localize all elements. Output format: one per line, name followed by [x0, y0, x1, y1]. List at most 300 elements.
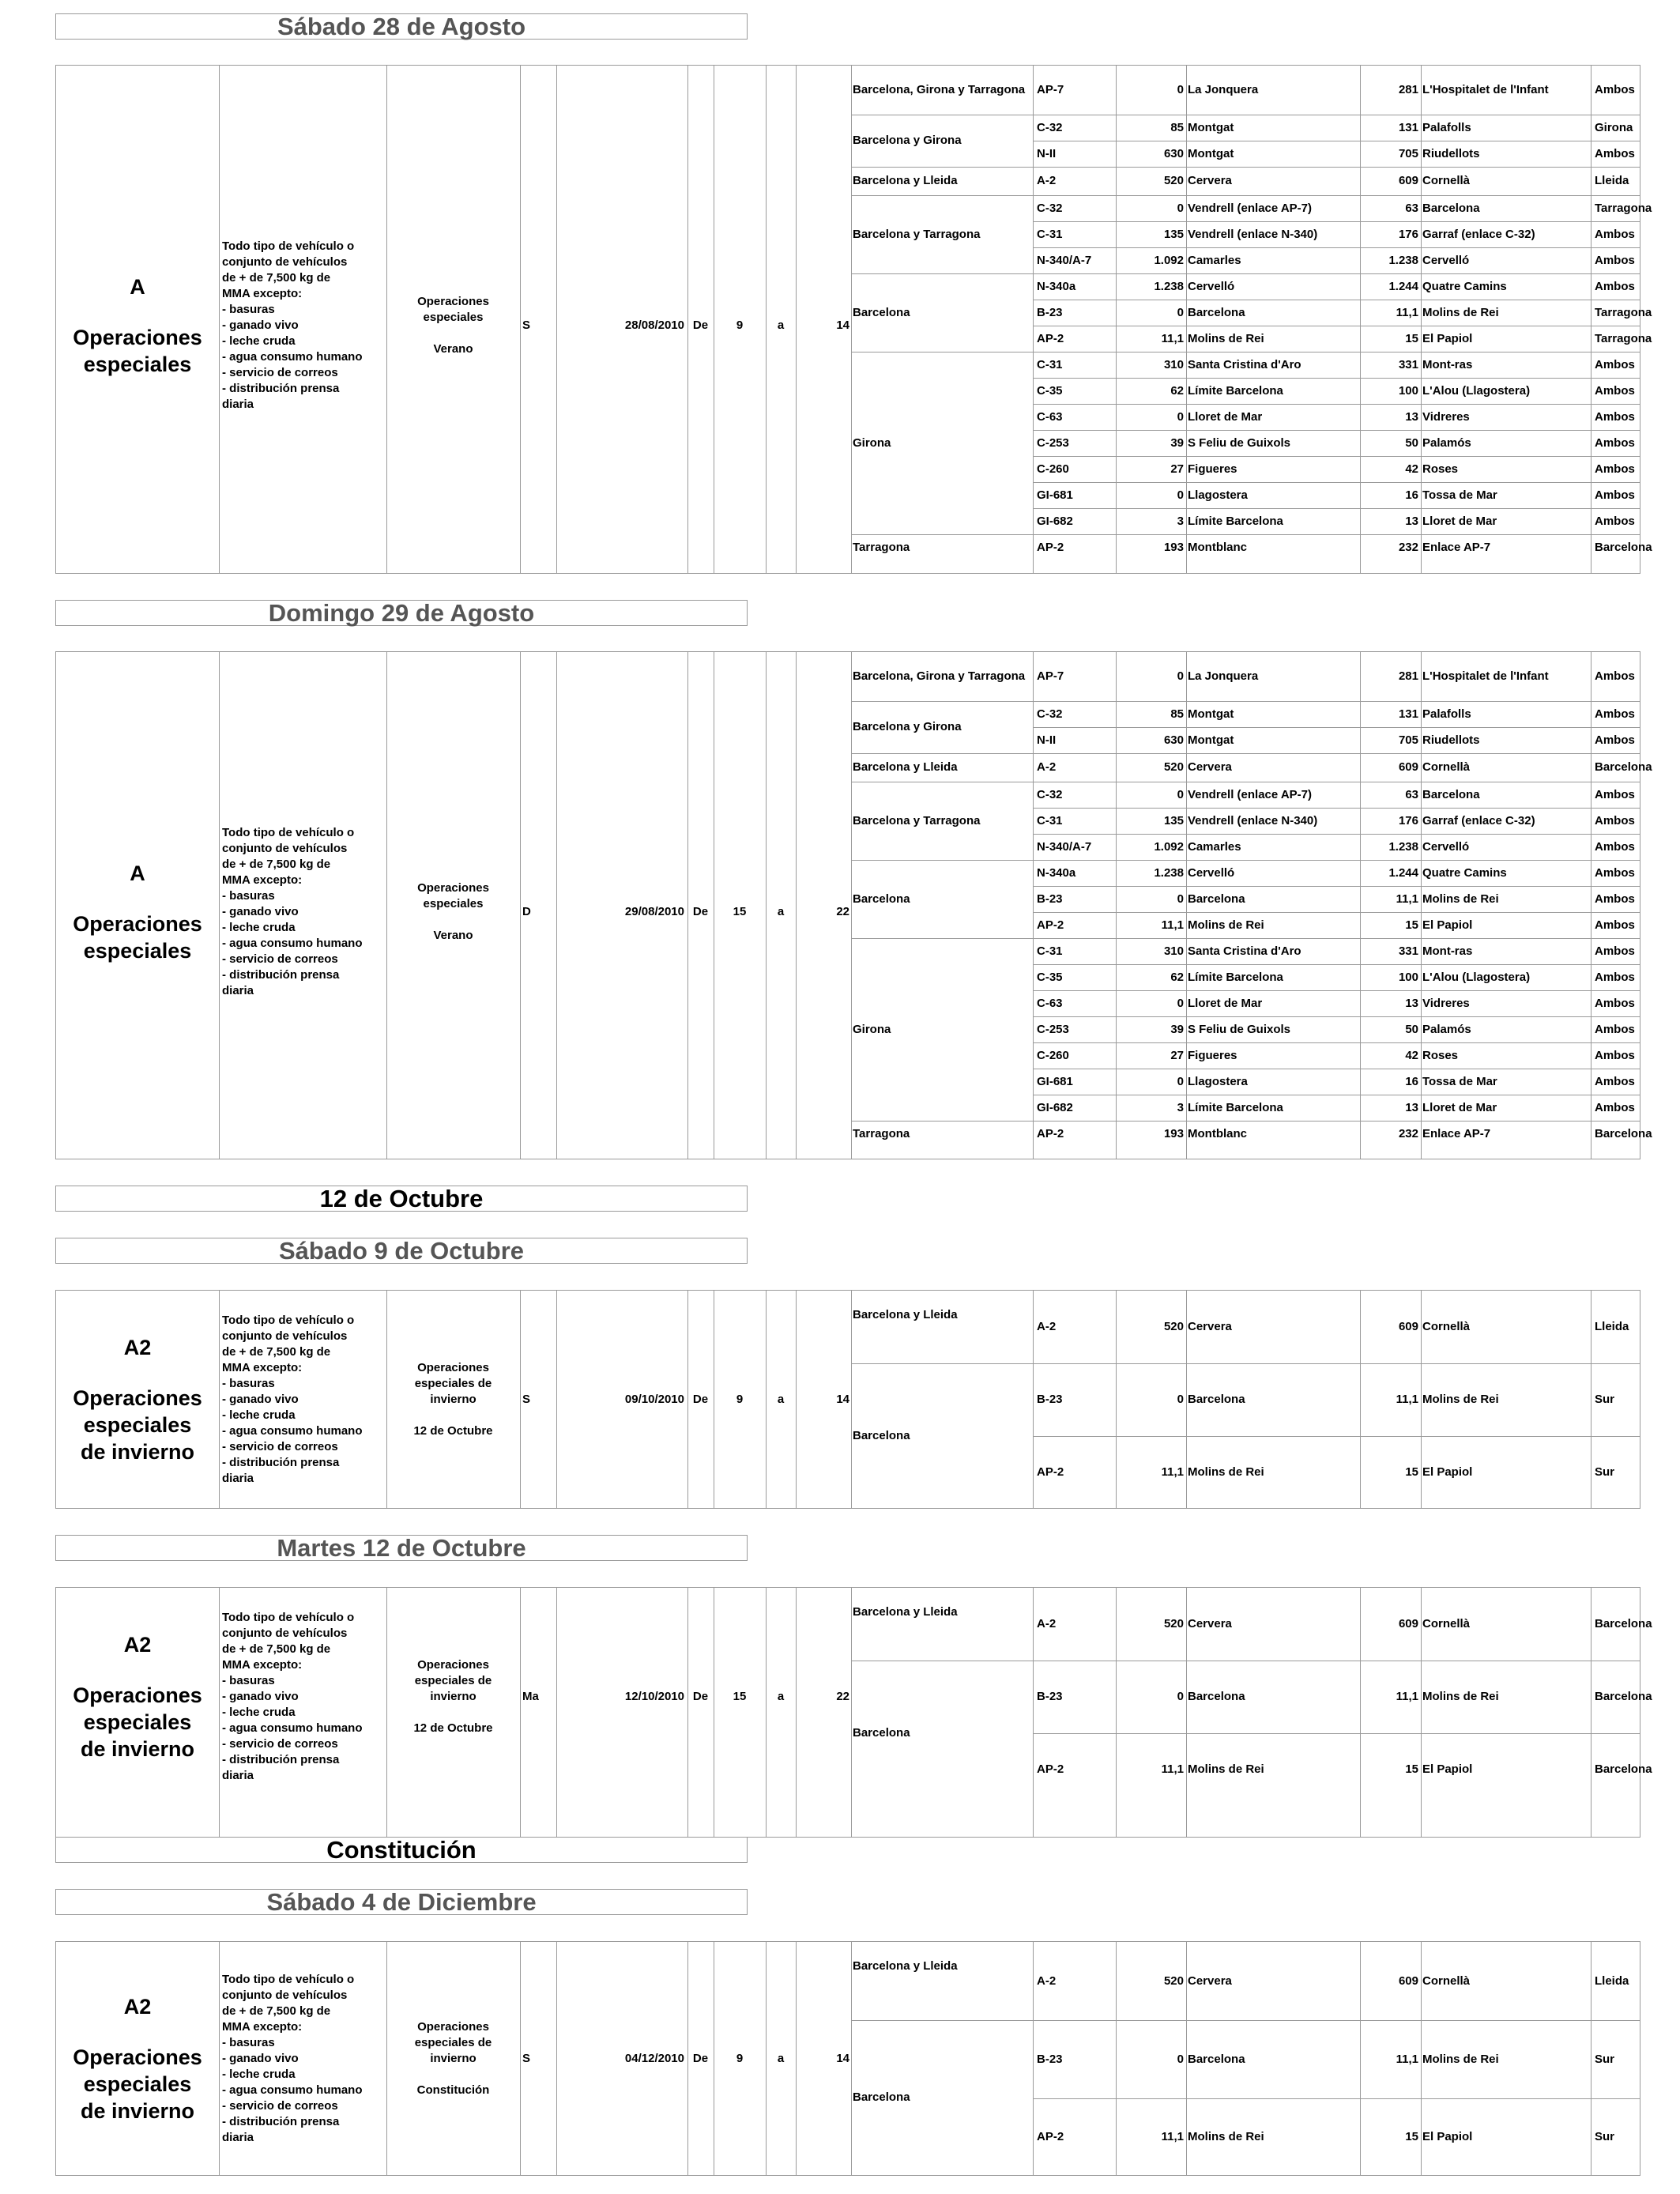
direction: Sur	[1595, 1393, 1615, 1406]
end-km: 609	[1398, 1320, 1418, 1333]
vehicle-description-line: - leche cruda	[222, 1408, 296, 1422]
column-divider	[219, 1291, 220, 1508]
end-km: 100	[1398, 970, 1418, 984]
vehicle-description-line: Todo tipo de vehículo o	[222, 1972, 355, 1986]
province: Barcelona	[853, 892, 910, 906]
start-point: Cervelló	[1188, 865, 1235, 880]
row-divider	[1033, 508, 1640, 509]
operation-name-line: especiales	[83, 2071, 192, 2096]
end-point: Tossa de Mar	[1422, 488, 1497, 502]
direction: Barcelona	[1595, 1762, 1652, 1776]
end-km: 15	[1405, 2129, 1418, 2143]
start-km: 85	[1170, 120, 1184, 134]
road-code: GI-681	[1037, 1074, 1073, 1088]
operation-type-line: 12 de Octubre	[413, 1423, 493, 1438]
end-point: L'Alou (Llagostera)	[1422, 970, 1531, 984]
vehicle-description-line: - basuras	[222, 2035, 275, 2049]
road-code: B-23	[1037, 2052, 1063, 2066]
operation-type-line: especiales	[423, 311, 484, 324]
road-code: C-32	[1037, 707, 1063, 721]
vehicle-description-line: - servicio de correos	[222, 952, 338, 966]
road-code: N-II	[1037, 146, 1057, 160]
to-label: a	[777, 905, 785, 918]
start-km: 0	[1177, 669, 1184, 683]
province: Barcelona y Girona	[853, 720, 962, 733]
direction: Ambos	[1595, 1022, 1635, 1036]
start-km: 0	[1177, 488, 1184, 502]
vehicle-description-line: - basuras	[222, 1376, 275, 1390]
start-point: Santa Cristina d'Aro	[1188, 357, 1301, 371]
start-km: 1.092	[1154, 253, 1184, 267]
start-point: Figueres	[1188, 462, 1237, 476]
end-km: 331	[1398, 357, 1418, 371]
start-km: 11,1	[1161, 2129, 1184, 2143]
operation-type-line: Operaciones	[417, 2019, 489, 2034]
row-divider	[1033, 247, 1640, 248]
start-point: Vendrell (enlace AP-7)	[1188, 201, 1313, 215]
start-hour: 15	[733, 905, 747, 918]
start-point: Barcelona	[1188, 1393, 1245, 1406]
date: 29/08/2010	[624, 905, 684, 918]
vehicle-description-line: de + de 7,500 kg de	[222, 858, 331, 871]
road-code: AP-2	[1037, 1465, 1064, 1479]
vehicle-description-line: diaria	[222, 1471, 254, 1485]
vehicle-description-line: conjunto de vehículos	[222, 1329, 348, 1343]
start-point: Cervera	[1188, 1973, 1232, 1988]
operation-code	[56, 1291, 219, 1508]
start-hour: 9	[736, 2051, 744, 2065]
start-point: Molins de Rei	[1188, 1762, 1264, 1776]
vehicle-description-line: - agua consumo humano	[222, 1721, 363, 1735]
day-code: Ma	[522, 1690, 539, 1703]
operation-code-label: A	[130, 861, 145, 885]
start-km: 39	[1170, 1022, 1184, 1036]
province: Barcelona y Lleida	[853, 1308, 958, 1321]
column-divider	[851, 652, 852, 1159]
end-km: 42	[1405, 462, 1418, 476]
vehicle-description-line: Todo tipo de vehículo o	[222, 826, 355, 839]
start-km: 11,1	[1161, 1762, 1184, 1776]
direction: Ambos	[1595, 279, 1635, 293]
vehicle-description-line: - agua consumo humano	[222, 350, 363, 364]
operation-code-label: A2	[123, 1633, 152, 1657]
vehicle-description-text	[222, 1313, 363, 1487]
start-point: Montgat	[1188, 146, 1234, 160]
road-code: C-253	[1037, 1022, 1069, 1036]
end-point: Garraf (enlace C-32)	[1422, 813, 1535, 827]
start-point: Cervera	[1188, 760, 1232, 774]
direction: Lleida	[1595, 1320, 1629, 1333]
vehicle-description-line: diaria	[222, 2130, 254, 2144]
end-km: 131	[1398, 120, 1418, 134]
end-point: El Papiol	[1422, 331, 1473, 345]
end-point: Garraf (enlace C-32)	[1422, 227, 1535, 241]
vehicle-description-line: conjunto de vehículos	[222, 255, 348, 269]
operation-type-line: Verano	[433, 929, 473, 942]
road-code: AP-2	[1037, 2129, 1064, 2143]
direction: Barcelona	[1595, 1617, 1652, 1630]
vehicle-description-line: MMA excepto:	[222, 1658, 303, 1672]
road-code: B-23	[1037, 892, 1063, 906]
end-km: 63	[1405, 787, 1418, 801]
end-hour: 14	[836, 319, 849, 332]
start-point: S Feliu de Guixols	[1188, 1022, 1291, 1036]
start-point: Montgat	[1188, 733, 1234, 747]
direction: Tarragona	[1595, 305, 1652, 319]
end-point: Enlace AP-7	[1422, 1126, 1491, 1140]
end-point: Enlace AP-7	[1422, 540, 1491, 554]
section-header-sabado-9-octubre: Sábado 9 de Octubre	[55, 1238, 748, 1264]
start-km: 0	[1177, 305, 1184, 319]
province: Barcelona	[853, 1726, 910, 1740]
start-km: 135	[1163, 813, 1184, 827]
end-km: 281	[1398, 83, 1418, 96]
row-divider	[1033, 1042, 1640, 1043]
column-divider	[219, 66, 220, 573]
road-code: AP-7	[1037, 83, 1064, 96]
start-point: Camarles	[1188, 839, 1241, 854]
end-km: 1.238	[1388, 839, 1418, 854]
operation-code	[56, 66, 219, 586]
road-code: A-2	[1037, 1617, 1057, 1630]
start-point: Límite Barcelona	[1188, 970, 1283, 984]
vehicle-description-line: - distribución prensa	[222, 1753, 340, 1766]
date: 09/10/2010	[624, 1392, 684, 1406]
start-km: 520	[1163, 1973, 1184, 1988]
end-km: 15	[1405, 1465, 1418, 1479]
vehicle-description-line: - servicio de correos	[222, 366, 338, 379]
vehicle-description-line: diaria	[222, 398, 254, 411]
operation-type-line: Operaciones	[417, 295, 489, 308]
road-code: AP-2	[1037, 1126, 1064, 1140]
start-point: S Feliu de Guixols	[1188, 435, 1291, 450]
end-km: 13	[1405, 996, 1418, 1010]
row-divider	[1033, 1733, 1640, 1734]
start-km: 310	[1163, 944, 1184, 958]
direction: Girona	[1595, 120, 1633, 134]
operation-type-line: 12 de Octubre	[413, 1721, 493, 1735]
start-point: La Jonquera	[1188, 669, 1259, 683]
end-km: 63	[1405, 201, 1418, 215]
road-code: C-32	[1037, 201, 1063, 215]
vehicle-description-line: de + de 7,500 kg de	[222, 271, 331, 285]
province: Barcelona, Girona y Tarragona	[853, 83, 1026, 96]
vehicle-description-text	[222, 239, 363, 413]
direction: Sur	[1595, 1465, 1615, 1479]
end-km: 50	[1405, 1022, 1418, 1036]
province: Girona	[853, 1022, 891, 1036]
vehicle-description-text	[222, 1610, 363, 1784]
start-km: 0	[1177, 996, 1184, 1010]
vehicle-description-line: - servicio de correos	[222, 2098, 338, 2113]
start-km: 1.092	[1154, 839, 1184, 854]
end-km: 13	[1405, 514, 1418, 528]
direction: Ambos	[1595, 227, 1635, 241]
end-point: Tossa de Mar	[1422, 1074, 1497, 1088]
day-code: S	[522, 1392, 531, 1406]
direction: Ambos	[1595, 514, 1635, 528]
operation-code-label: A2	[123, 1335, 152, 1359]
vehicle-description-line: - agua consumo humano	[222, 2083, 363, 2097]
start-point: Camarles	[1188, 253, 1241, 267]
row-divider	[1033, 456, 1640, 457]
vehicle-description-line: - agua consumo humano	[222, 937, 363, 950]
vehicle-description-line: - leche cruda	[222, 334, 296, 348]
end-km: 15	[1405, 1762, 1418, 1776]
start-point: Montgat	[1188, 120, 1234, 134]
end-point: Quatre Camins	[1422, 279, 1507, 293]
to-label: a	[777, 1690, 785, 1703]
vehicle-description-line: conjunto de vehículos	[222, 842, 348, 855]
vehicle-description-line: - ganado vivo	[222, 2051, 299, 2065]
direction: Lleida	[1595, 1973, 1629, 1988]
road-code: B-23	[1037, 1690, 1063, 1703]
start-km: 193	[1163, 540, 1184, 554]
province: Barcelona y Lleida	[853, 1959, 958, 1973]
end-point: Molins de Rei	[1422, 1393, 1499, 1406]
operation-name-line: especiales	[83, 1412, 192, 1437]
direction: Barcelona	[1595, 1126, 1652, 1140]
date: 04/12/2010	[624, 2051, 684, 2065]
end-km: 42	[1405, 1048, 1418, 1062]
start-point: Montblanc	[1188, 540, 1247, 554]
vehicle-description	[220, 1942, 385, 2175]
start-point: Cervelló	[1188, 279, 1235, 293]
vehicle-description-line: MMA excepto:	[222, 873, 303, 887]
end-km: 50	[1405, 435, 1418, 450]
row-divider	[1033, 2098, 1640, 2099]
road-code: C-32	[1037, 120, 1063, 134]
end-point: Riudellots	[1422, 733, 1480, 747]
start-km: 11,1	[1161, 1465, 1184, 1479]
start-point: Barcelona	[1188, 892, 1245, 906]
direction: Ambos	[1595, 996, 1635, 1010]
end-point: Cornellà	[1422, 1973, 1471, 1988]
end-km: 705	[1398, 733, 1418, 747]
start-point: Barcelona	[1188, 305, 1245, 319]
column-divider	[520, 66, 521, 573]
end-km: 609	[1398, 1973, 1418, 1988]
direction: Ambos	[1595, 146, 1635, 160]
end-point: L'Hospitalet de l'Infant	[1422, 83, 1549, 96]
row-divider	[1033, 404, 1640, 405]
column-divider	[851, 1291, 852, 1508]
direction: Ambos	[1595, 970, 1635, 984]
start-km: 0	[1177, 201, 1184, 215]
end-point: Vidreres	[1422, 996, 1470, 1010]
row-divider	[1033, 886, 1640, 887]
from-label: De	[692, 2051, 709, 2065]
start-km: 0	[1177, 409, 1184, 424]
end-km: 609	[1398, 760, 1418, 774]
operation-type-line: especiales	[423, 897, 484, 910]
road-code: N-340/A-7	[1037, 253, 1092, 267]
vehicle-description-line: - distribución prensa	[222, 2114, 340, 2128]
direction: Ambos	[1595, 813, 1635, 827]
vehicle-description-line: - basuras	[222, 303, 275, 316]
start-point: La Jonquera	[1188, 83, 1259, 96]
column-divider	[520, 1291, 521, 1508]
section-header-12-octubre: 12 de Octubre	[55, 1186, 748, 1212]
end-point: El Papiol	[1422, 918, 1473, 932]
end-km: 11,1	[1396, 892, 1418, 906]
end-point: Barcelona	[1422, 787, 1480, 801]
operation-name-line: Operaciones	[73, 912, 202, 936]
operation-type-line: especiales de	[414, 2035, 492, 2049]
road-code: C-31	[1037, 813, 1063, 827]
vehicle-description-line: MMA excepto:	[222, 2019, 303, 2034]
road-code: A-2	[1037, 760, 1057, 774]
section-header-sabado-4-diciembre: Sábado 4 de Diciembre	[55, 1889, 748, 1915]
road-code: AP-2	[1037, 1762, 1064, 1776]
from-label: De	[692, 905, 709, 918]
from-label: De	[692, 1690, 709, 1703]
direction: Ambos	[1595, 944, 1635, 958]
start-km: 1.238	[1154, 279, 1184, 293]
road-code: N-340a	[1037, 865, 1076, 880]
direction: Ambos	[1595, 918, 1635, 932]
vehicle-description-line: - servicio de correos	[222, 1439, 338, 1453]
province: Barcelona, Girona y Tarragona	[853, 669, 1026, 683]
end-hour: 22	[836, 905, 849, 918]
direction: Ambos	[1595, 707, 1635, 721]
end-km: 16	[1405, 488, 1418, 502]
operation-name-line: de invierno	[80, 1737, 195, 1761]
operation-type-line: especiales de	[414, 1376, 492, 1390]
column-divider	[1033, 1588, 1034, 1837]
end-point: Cornellà	[1422, 1320, 1471, 1333]
start-point: Santa Cristina d'Aro	[1188, 944, 1301, 958]
road-code: AP-7	[1037, 669, 1064, 683]
start-km: 0	[1177, 1393, 1184, 1406]
end-point: Riudellots	[1422, 146, 1480, 160]
end-point: Palafolls	[1422, 707, 1471, 721]
road-code: GI-682	[1037, 514, 1073, 528]
start-km: 85	[1170, 707, 1184, 721]
row-divider	[1033, 834, 1640, 835]
province: Barcelona y Lleida	[853, 1605, 958, 1619]
row-divider	[1033, 912, 1640, 913]
from-label: De	[692, 319, 709, 332]
vehicle-description-line: Todo tipo de vehículo o	[222, 239, 355, 253]
start-km: 630	[1163, 146, 1184, 160]
direction: Ambos	[1595, 383, 1635, 398]
start-point: Cervera	[1188, 1617, 1232, 1630]
row-divider	[1033, 378, 1640, 379]
end-hour: 14	[836, 1392, 849, 1406]
vehicle-description	[220, 652, 385, 1172]
operation-name-line: de invierno	[80, 2098, 195, 2123]
vehicle-description-line: diaria	[222, 984, 254, 997]
start-point: Vendrell (enlace N-340)	[1188, 813, 1318, 827]
vehicle-description-line: de + de 7,500 kg de	[222, 2004, 331, 2018]
operation-type	[386, 652, 520, 1172]
start-point: Cervera	[1188, 174, 1232, 187]
row-divider	[1033, 727, 1640, 728]
vehicle-description-line: - ganado vivo	[222, 905, 299, 918]
to-label: a	[777, 319, 785, 332]
end-point: Molins de Rei	[1422, 892, 1499, 906]
start-km: 27	[1170, 1048, 1184, 1062]
road-code: AP-2	[1037, 540, 1064, 554]
end-km: 16	[1405, 1074, 1418, 1088]
date: 28/08/2010	[624, 319, 684, 332]
road-code: N-II	[1037, 733, 1057, 747]
direction: Tarragona	[1595, 331, 1652, 345]
operation-name-line: especiales	[83, 939, 192, 963]
column-divider	[520, 1942, 521, 2175]
end-point: Palafolls	[1422, 120, 1471, 134]
to-label: a	[777, 1392, 785, 1406]
vehicle-description-line: - basuras	[222, 1674, 275, 1687]
start-point: Barcelona	[1188, 2052, 1245, 2066]
province: Tarragona	[853, 540, 910, 554]
vehicle-description-line: - distribución prensa	[222, 1455, 340, 1469]
date: 12/10/2010	[624, 1690, 684, 1703]
operation-code	[56, 652, 219, 1172]
column-divider	[520, 652, 521, 1159]
start-km: 0	[1177, 787, 1184, 801]
operation-name-line: Operaciones	[73, 2045, 202, 2069]
end-km: 15	[1405, 331, 1418, 345]
start-km: 0	[1177, 1690, 1184, 1703]
operation-name-line: Operaciones	[73, 326, 202, 349]
end-point: L'Hospitalet de l'Infant	[1422, 669, 1549, 683]
day-code: S	[522, 2051, 531, 2065]
column-divider	[219, 1588, 220, 1837]
start-point: Vendrell (enlace AP-7)	[1188, 787, 1313, 801]
road-code: C-31	[1037, 944, 1063, 958]
operation-code	[56, 1942, 219, 2175]
end-km: 176	[1398, 227, 1418, 241]
section-header-martes-12-octubre: Martes 12 de Octubre	[55, 1535, 748, 1561]
province: Barcelona	[853, 2090, 910, 2104]
end-km: 176	[1398, 813, 1418, 827]
start-km: 0	[1177, 2052, 1184, 2066]
vehicle-description-line: Todo tipo de vehículo o	[222, 1611, 355, 1624]
column-divider	[1033, 1942, 1034, 2175]
column-divider	[520, 1588, 521, 1837]
start-km: 520	[1163, 1320, 1184, 1333]
vehicle-description-text	[222, 1972, 363, 2146]
direction: Sur	[1595, 2052, 1615, 2066]
start-point: Límite Barcelona	[1188, 383, 1283, 398]
vehicle-description-line: - agua consumo humano	[222, 1423, 363, 1438]
road-code: A-2	[1037, 1973, 1057, 1988]
vehicle-description-line: - distribución prensa	[222, 382, 340, 395]
direction: Ambos	[1595, 1074, 1635, 1088]
road-code: N-340a	[1037, 279, 1076, 293]
direction: Ambos	[1595, 409, 1635, 424]
end-point: Barcelona	[1422, 201, 1480, 215]
operation-code-label: A2	[123, 1994, 152, 2019]
vehicle-description-line: - basuras	[222, 889, 275, 903]
road-code: C-260	[1037, 1048, 1069, 1062]
vehicle-description-line: de + de 7,500 kg de	[222, 1642, 331, 1656]
road-code: B-23	[1037, 305, 1063, 319]
start-point: Molins de Rei	[1188, 918, 1264, 932]
start-km: 520	[1163, 760, 1184, 774]
start-km: 310	[1163, 357, 1184, 371]
end-point: Cervelló	[1422, 839, 1470, 854]
direction: Ambos	[1595, 1100, 1635, 1114]
direction: Ambos	[1595, 839, 1635, 854]
road-code: AP-2	[1037, 918, 1064, 932]
start-km: 27	[1170, 462, 1184, 476]
start-point: Barcelona	[1188, 1690, 1245, 1703]
end-km: 11,1	[1396, 1393, 1418, 1406]
vehicle-description-text	[222, 825, 363, 999]
